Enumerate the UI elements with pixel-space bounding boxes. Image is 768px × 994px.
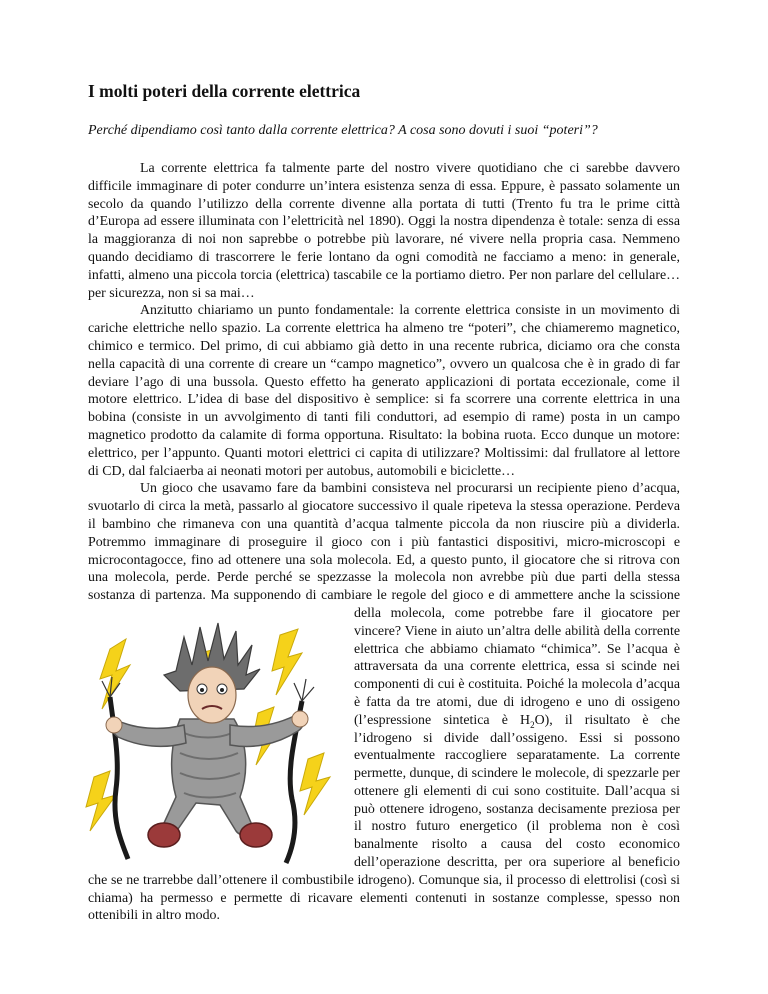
paragraph-3 (88, 480, 680, 925)
paragraph-3-middle: gioco e di ammettere anche la scissione della molecola, come potrebbe fare il giocatore per vincere? Viene in aiuto un’altra delle abilità della corrente elettrica che abbiamo chiamato “chimica”. Se l’acqua è attraversata da una corrente elettrica, essa si scinde nei componenti di cui è costituita. Poiché la molecola d’acqua è fatta da tre atomi, due di idrogeno e uno di ossigeno (l’espressione sintetica è (354, 588, 680, 728)
lightning-bolt-icon (272, 629, 302, 695)
head (164, 623, 260, 723)
article-body (88, 160, 680, 925)
left-shoe (148, 823, 180, 847)
electrocuted-person-illustration (80, 609, 350, 865)
formula-subscript: 2 (530, 719, 535, 730)
article-subtitle: Perché dipendiamo così tanto dalla corrente elettrica? A cosa sono dovuti i suoi “poteri”? (88, 123, 598, 138)
article-title: I molti poteri della corrente elettrica (88, 81, 361, 101)
left-arm (112, 719, 186, 746)
paragraph-2: Anzitutto chiariamo un punto fondamentale: la corrente elettrica consiste in un movimento di cariche elettriche nello spazio. La corrente elettrica ha almeno tre “poteri”, che chiameremo magnetico, chimico e termico. Del primo, di cui abbiamo già detto in una recente rubrica, diciamo ora che consta nella capacità di una corrente di creare un “campo magnetico”, ovvero un qualcosa che è in grado di far deviare l’ago di una bussola. Questo effetto ha generato applicazioni di portata eccezionale, come il motore elettrico. L’idea di base del dispositivo è semplice: si fa scorrere una corrente elettrica in una bobina (consiste in un avvolgimento di tanti fili conduttori, ad esempio di rame) posta in un campo magnetico prodotto da calamite di forma opportuna. Risultato: la bobina ruota. Ecco dunque un motore: elettrico, per l’appunto. Quanti motori elettrici ci capita di utilizzare? Moltissimi: dal frullatore al lettore di CD, dal falciaerba ai neonati motori per autobus, automobili e biciclette… (88, 303, 680, 479)
document-page (88, 80, 680, 925)
paragraph-1: La corrente elettrica fa talmente parte del nostro vivere quotidiano che ci sarebbe davvero difficile immaginare di poter condurre un’intera esistenza senza di essa. Eppure, è passato solamente un secolo da quando l’utilizzo della corrente divenne alla portata di tutti (Trento fu tra le prime città d’Europa ad essere illuminata con l’elettricità nel 1890). Oggi la nostra dipendenza è totale: senza di essa la maggioranza di noi non saprebbe o potrebbe più lavorare, né vivere nella propria casa. Nemmeno quando decidiamo di trascorrere le ferie lontano da ogni comodità ne facciamo a meno: in generale, infatti, almeno una piccola torcia (elettrica) tascabile ce la portiamo dietro. Per non parlare del cellulare… per sicurezza, non si sa mai… (88, 161, 680, 301)
lightning-bolt-icon (86, 771, 116, 831)
lightning-bolt-icon (100, 639, 130, 709)
paragraph-3-end: ), il risultato è che l’idrogeno si divide dall’ossigeno. Essi si possono eventualmente raccogliere separatamente. La corrente permette, dunque, di scindere le molecole, di spezzarle per ottenere gli elementi di cui sono costituite. Dall’acqua si può ottenere idrogeno, sostanza decisamente preziosa per il nostro futuro energetico (il problema non è così banalmente risolto a causa del costo economico dell’operazione descritta, per ora superiore al beneficio che se ne trarrebbe dall’ottenere il combustibile idrogeno). Comunque sia, il processo di elettrolisi (così si chiama) ha permesso e permette di ricavare elementi contenuti in sostanze complesse, spesso non ottenibili in altro modo. (88, 712, 680, 924)
formula-h: H (520, 712, 531, 728)
formula-o: O (534, 712, 545, 728)
lightning-bolt-icon (300, 753, 330, 815)
paragraph-3-start: Un gioco che usavamo fare da bambini consisteva nel procurarsi un recipiente pieno d’acqua, svuotarlo di circa la metà, passarlo al giocatore successivo il quale ripeteva la stessa operazione. Perdeva il bambino che rimaneva con una quantità d’acqua talmente piccola da non riuscire più a dividerla. Potremmo immaginare di proseguire il gioco con i più fantastici dispositivi, micro-microscopi e microcontagocce, fino ad ottenere una sola molecola. Ed, a questo punto, il giocatore che si ritrova con una molecola, perde. Perde perché se spezzasse la molecola non avrebbe più due parti della stessa sostanza di partenza. Ma supponendo di cambiare le regole del (88, 481, 680, 604)
right-shoe (240, 823, 272, 847)
